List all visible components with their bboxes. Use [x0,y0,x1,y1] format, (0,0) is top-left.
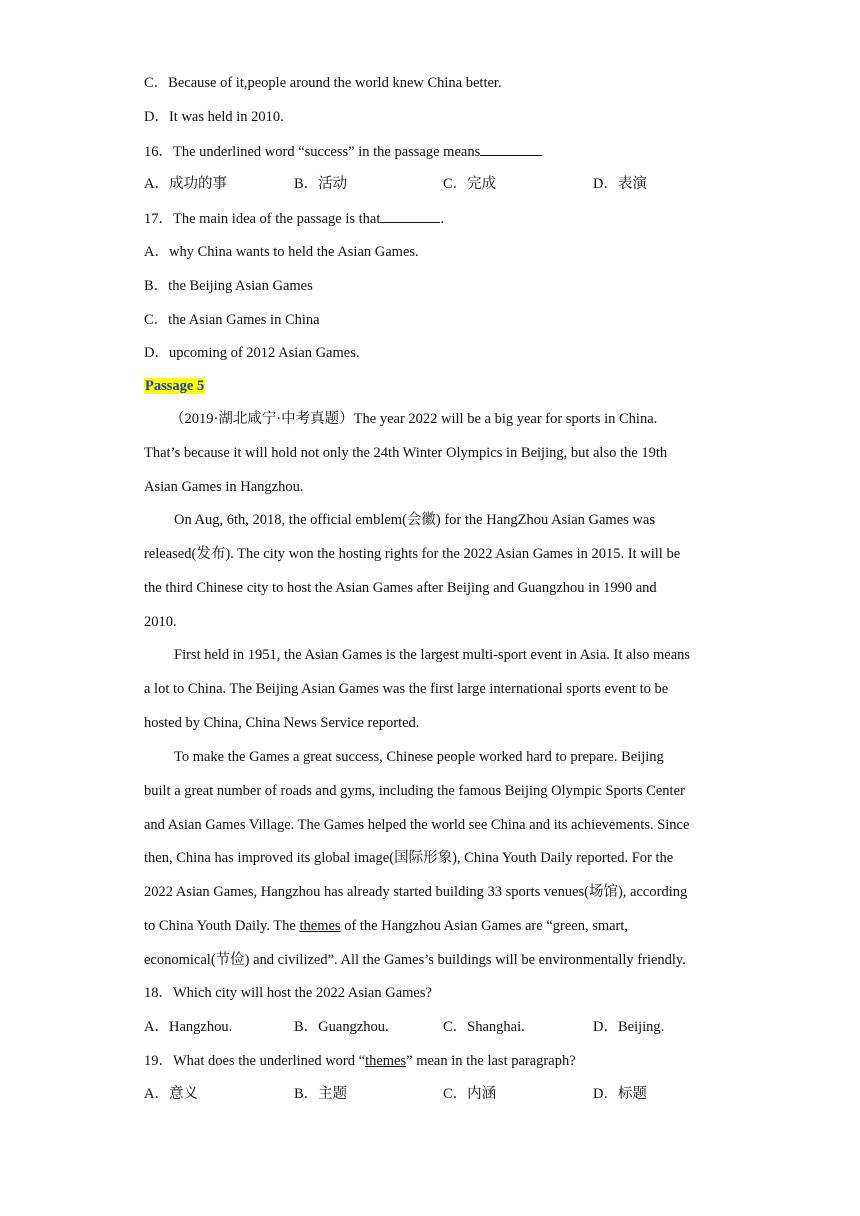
q17-stem-text: 17．The main idea of the passage is that [144,211,381,227]
q18-stem: 18．Which city will host the 2022 Asian Games? [144,985,432,1001]
q18-option-b: B．Guangzhou. [294,1019,389,1035]
q17-stem [144,208,444,228]
q19-stem-text: 19．What does the underlined word “ [144,1053,366,1069]
q17-stem-end: . [440,211,444,227]
passage-line: On Aug, 6th, 2018, the official emblem(会徽) for the HangZhou Asian Games was [174,512,655,528]
passage-line: （2019·湖北咸宁·中考真题）The year 2022 will be a big year for sports in China. [170,411,658,427]
q16-stem [144,141,542,161]
q19-option-d: D．标题 [593,1086,647,1102]
passage-line: a lot to China. The Beijing Asian Games was the first large international sports event to be [144,681,669,697]
q15-option-d: D．It was held in 2010. [144,109,284,125]
passage-line: then, China has improved its global image(国际形象), China Youth Daily reported. For the [144,850,674,866]
passage-line: and Asian Games Village. The Games helped the world see China and its achievements. Since [144,817,690,833]
q18-option-d: D．Beijing. [593,1019,665,1035]
q17-option-a: A．why China wants to held the Asian Games. [144,244,419,260]
q16-stem-text: 16．The underlined word “success” in the passage means [144,144,481,160]
q18-option-a: A．Hangzhou. [144,1019,233,1035]
q17-option-d: D．upcoming of 2012 Asian Games. [144,345,360,361]
passage-line: the third Chinese city to host the Asian Games after Beijing and Guangzhou in 1990 and [144,580,657,596]
passage-title [144,376,205,396]
passage-line: Asian Games in Hangzhou. [144,479,304,495]
q19-option-c: C．内涵 [443,1086,497,1102]
passage-line: hosted by China, China News Service reported. [144,715,420,731]
q16-option-a: A．成功的事 [144,176,227,192]
q17-option-c: C．the Asian Games in China [144,312,320,328]
answer-blank [380,208,440,223]
answer-blank [480,141,542,156]
passage-line: released(发布). The city won the hosting rights for the 2022 Asian Games in 2015. It will be [144,546,681,562]
passage-line: First held in 1951, the Asian Games is the largest multi-sport event in Asia. It also means [174,647,691,663]
passage-text: to China Youth Daily. The [144,918,300,934]
passage-line: economical(节俭) and civilized”. All the Games’s buildings will be environmentally friendly. [144,952,686,968]
q19-option-a: A．意义 [144,1086,198,1102]
passage-line [144,916,628,936]
q17-option-b: B．the Beijing Asian Games [144,278,313,294]
passage-line: 2022 Asian Games, Hangzhou has already started building 33 sports venues(场馆), according [144,884,688,900]
passage-title-text: Passage 5 [145,378,205,394]
q15-option-c: C．Because of it,people around the world knew China better. [144,75,502,91]
q19-option-b: B．主题 [294,1086,348,1102]
passage-line: To make the Games a great success, Chinese people worked hard to prepare. Beijing [174,749,664,765]
passage-line: built a great number of roads and gyms, including the famous Beijing Olympic Sports Center [144,783,685,799]
q16-option-b: B．活动 [294,176,348,192]
q18-option-c: C．Shanghai. [443,1019,525,1035]
q19-stem-end: ” mean in the last paragraph? [406,1053,576,1069]
passage-line: That’s because it will hold not only the 24th Winter Olympics in Beijing, but also the 19th [144,445,668,461]
passage-line: 2010. [144,614,177,630]
passage-text: of the Hangzhou Asian Games are “green, smart, [340,918,629,934]
q19-stem [144,1051,576,1071]
underlined-word: themes [365,1053,407,1069]
q16-option-d: D．表演 [593,176,647,192]
q16-option-c: C．完成 [443,176,497,192]
underlined-word: themes [299,918,341,934]
